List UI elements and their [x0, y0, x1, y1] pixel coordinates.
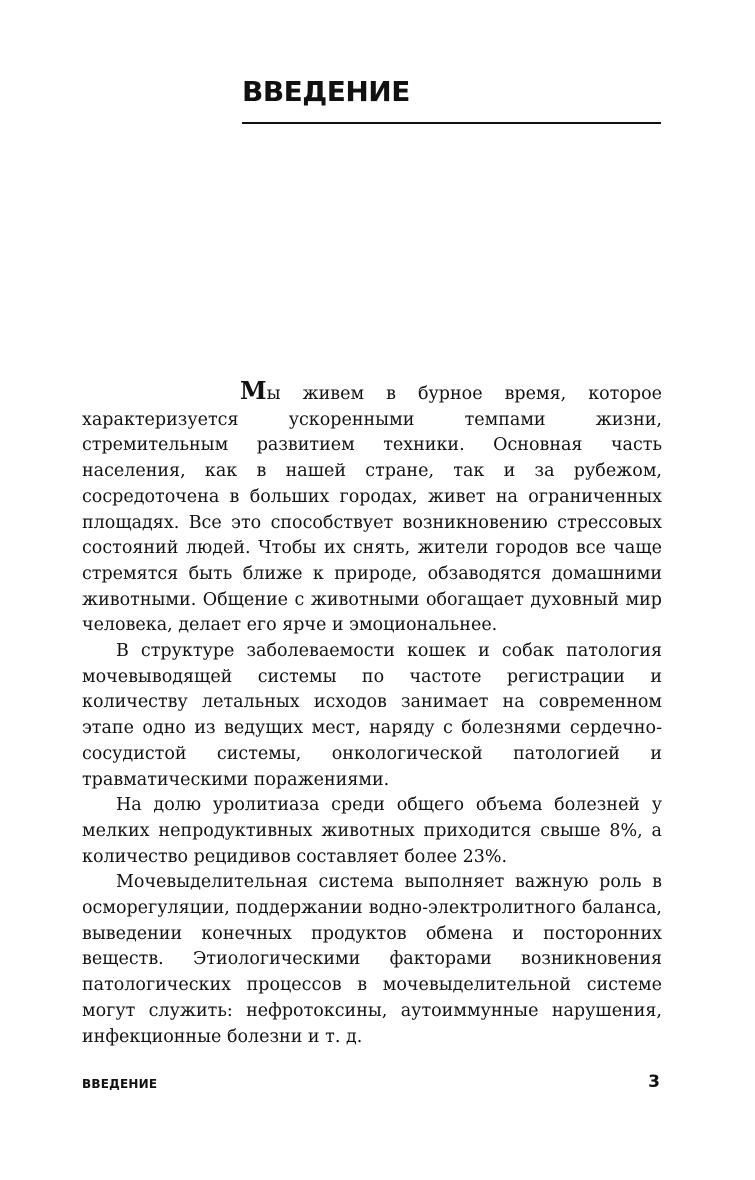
body-text [82, 378, 662, 1050]
paragraph-3: На долю уролитиаза среди общего объема болезней у мелких непродуктивных животных приходится свыше 8%, а количество рецидивов составляет более 23%. [82, 795, 662, 867]
paragraph-4: Мочевыделительная система выполняет важную роль в осморегуляции, поддержании водно-электролитного баланса, выведении конечных продуктов обмена и посторонних веществ. Этиологическими факторами возникновения патологических процессов в мочевыделительной системе могут служить: нефротоксины, аутоиммунные нарушения, инфекционные болезни и т. д. [82, 872, 662, 1047]
paragraph-1-text: ы живем в бурное время, которое характеризуется ускоренными темпами жизни, стремительным развитием техники. Основная часть населения, как в нашей стране, так и за рубежом, сосредоточена в больших городах, живет на ограниченных площадях. Все это способствует возникновению стрессовых состояний людей. Чтобы их снять, жители городов все чаще стремятся быть ближе к природе, обзаводятся домашними животными. Общение с животными обогащает духовный мир человека, делает его ярче и эмоциональнее. [82, 384, 662, 636]
paragraph-1 [82, 378, 662, 639]
paragraph-2: В структуре заболеваемости кошек и собак патология мочевыводящей системы по частоте регистрации и количеству летальных исходов занимает на современном этапе одно из ведущих мест, наряду с болезнями сердечно-сосудистой системы, онкологической патологией и травматическими поражениями. [82, 641, 662, 790]
page-number: 3 [648, 1072, 660, 1092]
running-footer: ВВЕДЕНИЕ [82, 1077, 158, 1091]
title-rule [242, 122, 661, 124]
chapter-title: ВВЕДЕНИЕ [242, 75, 410, 108]
dropcap-letter: М [240, 376, 267, 405]
